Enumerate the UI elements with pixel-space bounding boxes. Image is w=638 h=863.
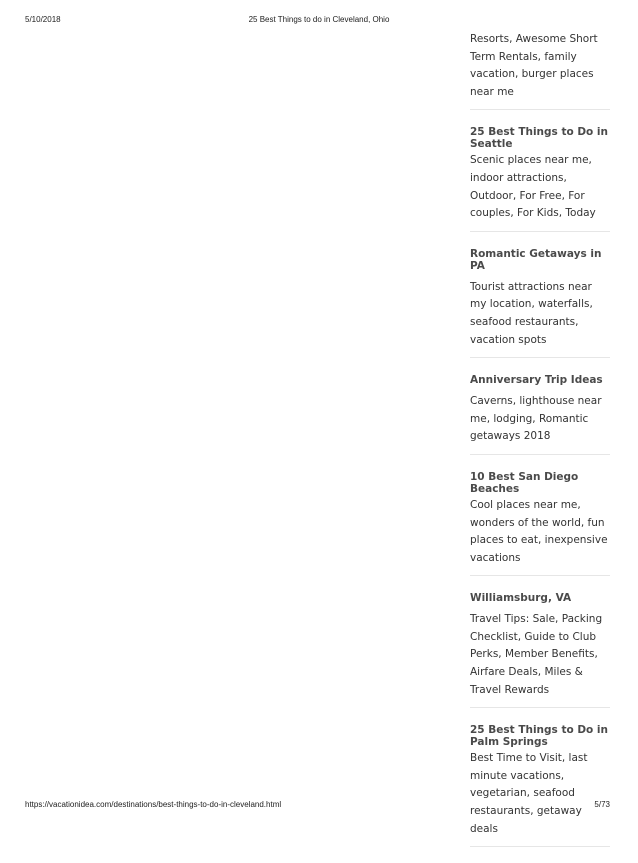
related-article-palm-springs[interactable] <box>470 724 610 847</box>
related-article-description: Cool places near me, wonders of the world, fun places to eat, inexpensive vacations <box>470 498 608 564</box>
print-page-number: 5/73 <box>594 800 610 809</box>
related-article-description: Caverns, lighthouse near me, lodging, Romantic getaways 2018 <box>470 395 602 443</box>
related-article-anniversary-trip[interactable] <box>470 374 610 455</box>
related-article-title-link[interactable]: Romantic Getaways in PA <box>470 247 602 272</box>
related-article-title-link[interactable]: 25 Best Things to Do in Palm Springs <box>470 724 608 749</box>
related-article-williamsburg[interactable] <box>470 592 610 708</box>
print-footer <box>0 796 638 816</box>
related-article-description: Resorts, Awesome Short Term Rentals, family vacation, burger places near me <box>470 33 598 98</box>
related-article-seattle[interactable] <box>470 126 610 231</box>
related-article-title-link[interactable]: Anniversary Trip Ideas <box>470 374 603 387</box>
related-article-description: Travel Tips: Sale, Packing Checklist, Guide to Club Perks, Member Benefits, Airfare Deals, Miles & Travel Rewards <box>470 613 603 696</box>
related-article-romantic-getaways-pa[interactable] <box>470 248 610 358</box>
print-header <box>0 0 638 30</box>
related-article-title-link[interactable]: 25 Best Things to Do in Seattle <box>470 126 608 151</box>
print-date: 5/10/2018 <box>25 15 61 24</box>
related-article-description: Scenic places near me, indoor attractions, Outdoor, For Free, For couples, For Kids, Today <box>470 154 596 220</box>
related-articles-sidebar <box>470 31 610 863</box>
print-page-title: 25 Best Things to do in Cleveland, Ohio <box>248 15 390 24</box>
related-article-continuation <box>470 31 610 110</box>
print-url: https://vacationidea.com/destinations/best-things-to-do-in-cleveland.html <box>25 800 282 809</box>
related-article-description: Best Time to Visit, last minute vacations, vegetarian, seafood restaurants, getaway deals <box>470 752 588 835</box>
related-article-title-link[interactable]: Williamsburg, VA <box>470 592 572 605</box>
related-article-description: Tourist attractions near my location, waterfalls, seafood restaurants, vacation spots <box>470 280 593 346</box>
related-article-san-diego-beaches[interactable] <box>470 471 610 576</box>
related-article-title-link[interactable]: 10 Best San Diego Beaches <box>470 470 579 495</box>
